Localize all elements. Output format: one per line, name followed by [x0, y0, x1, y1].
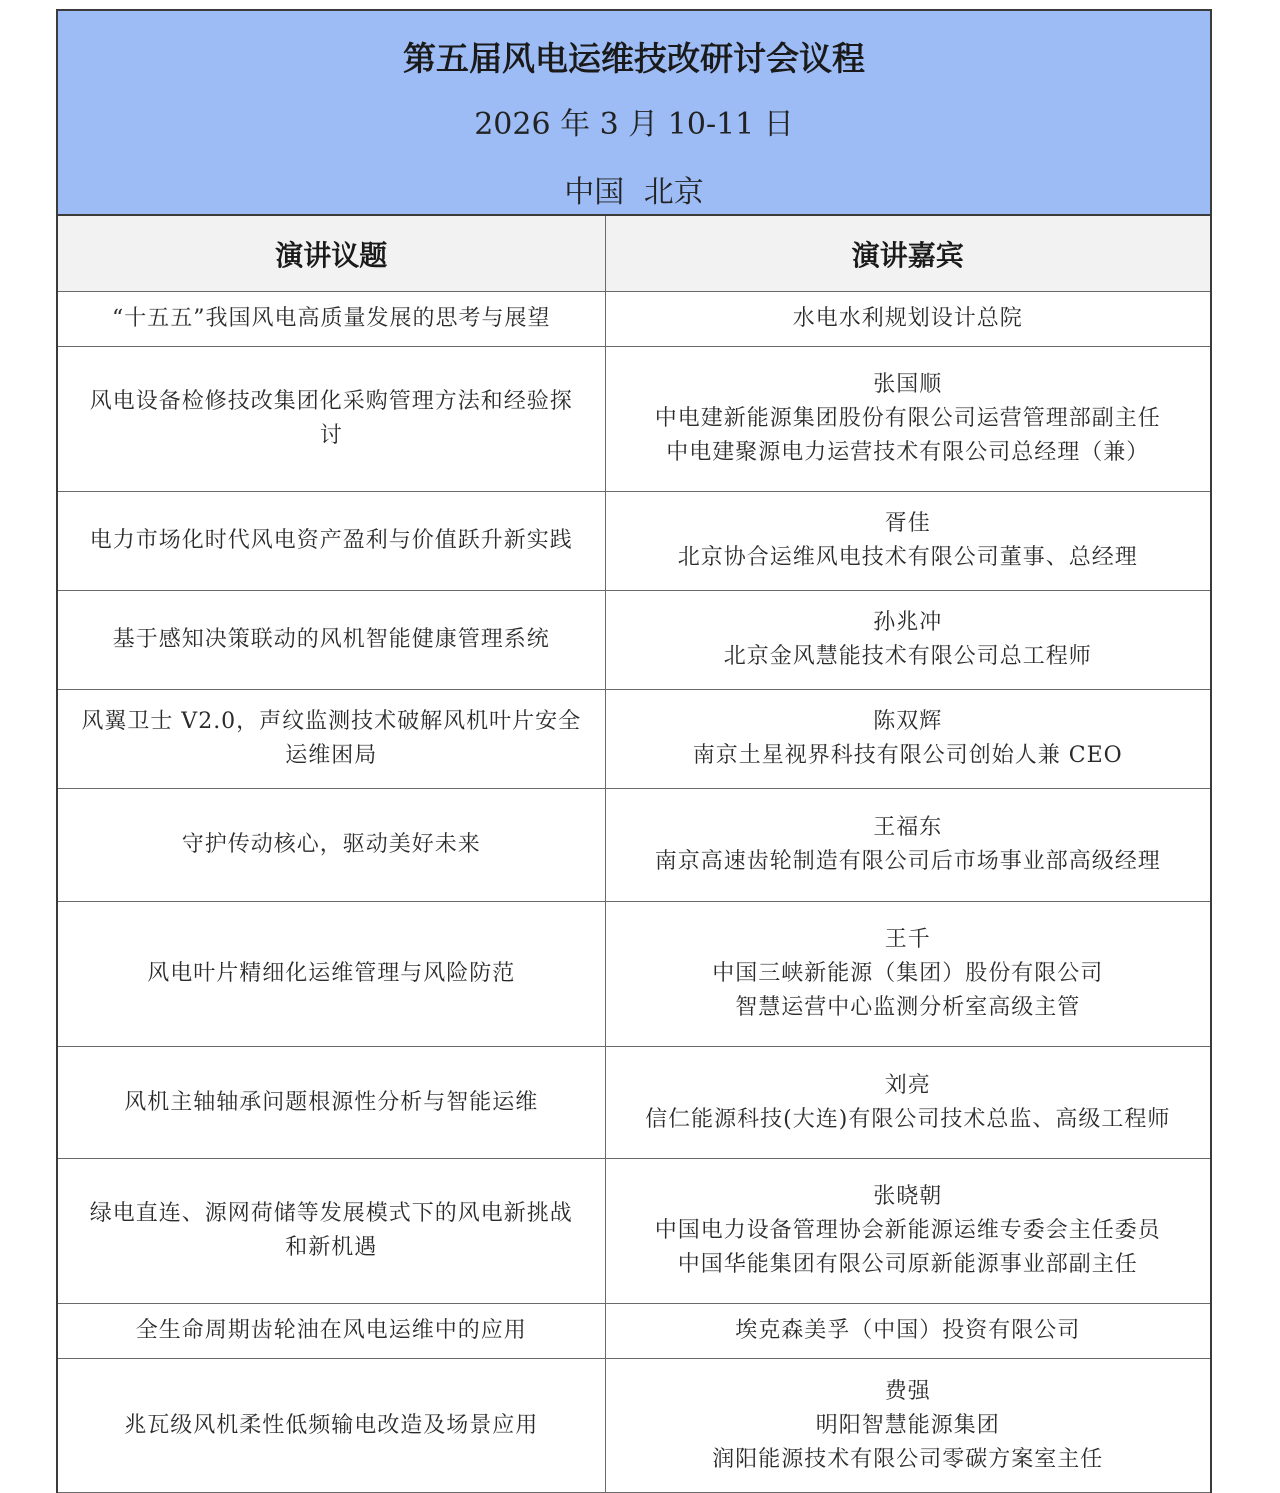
- topic-cell: [58, 690, 605, 789]
- topic-text: 电力市场化时代风电资产盈利与价值跃升新实践: [89, 528, 573, 553]
- topic-text: 兆瓦级风机柔性低频输电改造及场景应用: [124, 1412, 539, 1438]
- speaker-name: 胥佳: [884, 511, 931, 536]
- speaker-name: 刘亮: [884, 1072, 931, 1098]
- speaker-affiliation: 北京金风慧能技术有限公司总工程师: [723, 644, 1092, 669]
- speaker-affiliation: 水电水利规划设计总院: [792, 306, 1023, 331]
- table-row: [58, 292, 1210, 347]
- topic-text: 守护传动核心，驱动美好未来: [181, 832, 481, 857]
- topic-text: 讨: [319, 423, 343, 448]
- speaker-name: 孙兆冲: [873, 610, 943, 635]
- speaker-affiliation: 中国三峡新能源（集团）股份有限公司: [712, 961, 1104, 986]
- speaker-affiliation: 中国华能集团有限公司原新能源事业部副主任: [677, 1252, 1138, 1277]
- topic-cell: [58, 1359, 605, 1493]
- speaker-name: 王千: [884, 927, 931, 952]
- table-header-row: [58, 216, 1210, 292]
- topic-cell: [58, 492, 605, 591]
- table-row: [58, 1159, 1210, 1304]
- event-date: 2026 年 3 月 10-11 日: [474, 107, 794, 142]
- topic-cell: [58, 1047, 605, 1159]
- table-row: [58, 902, 1210, 1047]
- table-row: [58, 1047, 1210, 1159]
- agenda-document: [56, 9, 1212, 1493]
- topic-cell: [58, 1159, 605, 1304]
- column-header-speaker: 演讲嘉宾: [605, 216, 1210, 292]
- speaker-cell: [605, 1359, 1210, 1493]
- topic-text: 绿电直连、源网荷储等发展模式下的风电新挑战: [89, 1201, 573, 1226]
- speaker-affiliation: 信仁能源科技(大连)有限公司技术总监、高级工程师: [645, 1106, 1171, 1132]
- topic-text: “十五五”我国风电高质量发展的思考与展望: [112, 306, 551, 331]
- topic-text: 风电叶片精细化运维管理与风险防范: [147, 961, 516, 986]
- agenda-table: [58, 216, 1210, 1493]
- speaker-name: 王福东: [873, 815, 943, 840]
- topic-cell: [58, 292, 605, 347]
- speaker-affiliation: 南京土星视界科技有限公司创始人兼 CEO: [692, 743, 1123, 768]
- table-row: [58, 591, 1210, 690]
- topic-text: 和新机遇: [285, 1235, 378, 1260]
- speaker-cell: [605, 347, 1210, 492]
- speaker-cell: [605, 492, 1210, 591]
- topic-cell: [58, 347, 605, 492]
- speaker-name: 张国顺: [873, 372, 943, 397]
- speaker-affiliation: 北京协合运维风电技术有限公司董事、总经理: [677, 545, 1138, 570]
- speaker-cell: [605, 1304, 1210, 1359]
- speaker-affiliation: 埃克森美孚（中国）投资有限公司: [735, 1318, 1081, 1343]
- event-location: 中国 北京: [564, 175, 704, 210]
- speaker-affiliation: 中电建新能源集团股份有限公司运营管理部副主任: [654, 406, 1161, 431]
- table-row: [58, 492, 1210, 591]
- topic-text: 风电设备检修技改集团化采购管理方法和经验探: [89, 389, 573, 414]
- topic-text: 风机主轴轴承问题根源性分析与智能运维: [124, 1089, 539, 1115]
- table-row: [58, 1359, 1210, 1493]
- speaker-affiliation: 明阳智慧能源集团: [815, 1412, 1000, 1438]
- topic-cell: [58, 789, 605, 902]
- topic-cell: [58, 902, 605, 1047]
- topic-text: 风翼卫士 V2.0，声纹监测技术破解风机叶片安全: [81, 709, 582, 734]
- table-row: [58, 789, 1210, 902]
- speaker-cell: [605, 789, 1210, 902]
- topic-text: 运维困局: [285, 743, 378, 768]
- speaker-name: 陈双辉: [873, 709, 943, 734]
- speaker-affiliation: 中国电力设备管理协会新能源运维专委会主任委员: [654, 1218, 1161, 1243]
- topic-cell: [58, 591, 605, 690]
- agenda-table-body: [58, 292, 1210, 1493]
- speaker-affiliation: 中电建聚源电力运营技术有限公司总经理（兼）: [666, 440, 1150, 465]
- speaker-name: 张晓朝: [873, 1184, 943, 1209]
- speaker-cell: [605, 1047, 1210, 1159]
- agenda-header-banner: [58, 11, 1210, 216]
- topic-text: 全生命周期齿轮油在风电运维中的应用: [135, 1318, 527, 1343]
- speaker-cell: [605, 591, 1210, 690]
- table-row: [58, 1304, 1210, 1359]
- speaker-affiliation: 南京高速齿轮制造有限公司后市场事业部高级经理: [654, 849, 1161, 874]
- speaker-cell: [605, 1159, 1210, 1304]
- table-row: [58, 347, 1210, 492]
- speaker-affiliation: 润阳能源技术有限公司零碳方案室主任: [712, 1446, 1104, 1472]
- speaker-name: 费强: [884, 1378, 931, 1404]
- agenda-title: 第五届风电运维技改研讨会议程: [403, 39, 865, 78]
- speaker-affiliation: 智慧运营中心监测分析室高级主管: [735, 995, 1081, 1020]
- table-row: [58, 690, 1210, 789]
- topic-text: 基于感知决策联动的风机智能健康管理系统: [112, 627, 550, 652]
- speaker-cell: [605, 690, 1210, 789]
- speaker-cell: [605, 902, 1210, 1047]
- topic-cell: [58, 1304, 605, 1359]
- speaker-cell: [605, 292, 1210, 347]
- column-header-topic: 演讲议题: [58, 216, 605, 292]
